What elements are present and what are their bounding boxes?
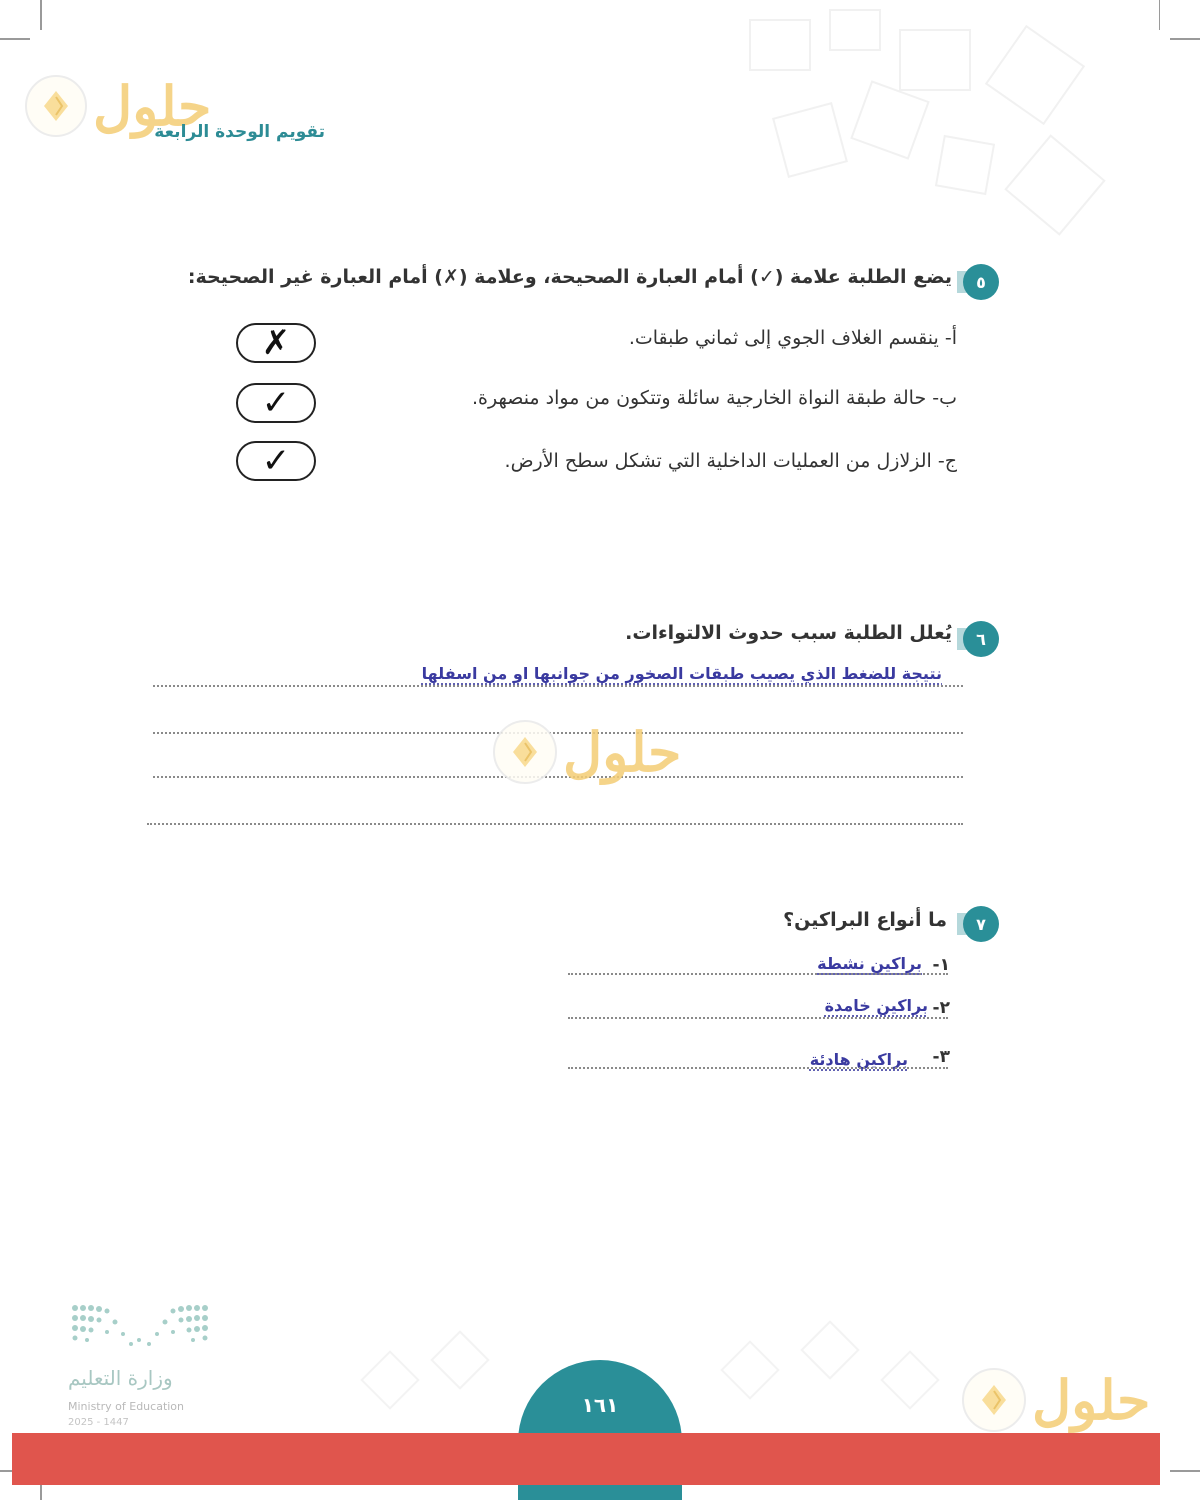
statement-b: ب- حالة طبقة النواة الخارجية سائلة وتتكون من مواد منصهرة. — [471, 387, 957, 409]
ministry-logo-icon — [65, 1300, 225, 1360]
watermark-badge-icon — [962, 1368, 1026, 1432]
unit-title: تقويم الوحدة الرابعة — [154, 122, 325, 142]
answer-text[interactable]: نتيجة للضغط الذي يصيب طبقات الصخور من جوانبها او من اسفلها — [421, 664, 942, 683]
list-number: ١- — [932, 955, 950, 975]
statement-a: أ- ينقسم الغلاف الجوي إلى ثماني طبقات. — [628, 327, 957, 349]
list-number: ٢- — [932, 998, 950, 1018]
crop-mark-top-left-v — [40, 0, 42, 30]
watermark-badge-icon — [25, 75, 87, 137]
watermark-badge-icon — [493, 720, 557, 784]
question-number-badge: ٦ — [963, 621, 999, 657]
crop-mark-bottom-right — [1170, 1470, 1200, 1472]
ministry-name-arabic: وزارة التعليم — [68, 1366, 173, 1390]
page-number: ١٦١ — [581, 1393, 619, 1417]
crop-mark-top-right — [1170, 38, 1200, 40]
check-mark-icon: ✓ — [261, 383, 291, 423]
answer-box-b[interactable] — [236, 383, 316, 423]
question-prompt: ما أنواع البراكين؟ — [783, 909, 947, 931]
answer-box-c[interactable] — [236, 441, 316, 481]
answer-text[interactable]: براكين نشطة — [817, 954, 922, 973]
question-prompt: يُعلل الطلبة سبب حدوث الالتواءات. — [625, 622, 952, 644]
answer-text[interactable]: براكين خامدة — [824, 996, 928, 1015]
statement-c: ج- الزلازل من العمليات الداخلية التي تشكل سطح الأرض. — [504, 450, 957, 472]
watermark-logo-middle — [493, 720, 681, 784]
question-prompt: يضع الطلبة علامة (✓) أمام العبارة الصحيحة، وعلامة (✗) أمام العبارة غير الصحيحة: — [187, 266, 952, 288]
answer-box-a[interactable] — [236, 323, 316, 363]
footer-band — [12, 1433, 1160, 1485]
answer-line[interactable] — [147, 823, 963, 825]
watermark-text: حلول — [563, 720, 682, 784]
list-number: ٣- — [932, 1047, 950, 1067]
cross-mark-icon: ✗ — [261, 323, 291, 363]
ministry-year: 2025 - 1447 — [68, 1417, 129, 1428]
question-number-badge: ٥ — [963, 264, 999, 300]
background-pattern — [600, 0, 1160, 260]
answer-line[interactable] — [568, 1067, 948, 1069]
crop-mark-top-left — [0, 38, 30, 40]
check-mark-icon: ✓ — [261, 441, 291, 481]
watermark-text: حلول — [93, 74, 212, 138]
watermark-text: حلول — [1032, 1368, 1151, 1432]
question-number-badge: ٧ — [963, 906, 999, 942]
answer-text[interactable]: براكين هادئة — [809, 1050, 908, 1069]
answer-line[interactable] — [153, 685, 963, 687]
ministry-name-english: Ministry of Education — [68, 1400, 185, 1413]
answer-line[interactable] — [568, 1017, 948, 1019]
watermark-logo-bottom — [962, 1368, 1150, 1432]
answer-line[interactable] — [568, 973, 948, 975]
